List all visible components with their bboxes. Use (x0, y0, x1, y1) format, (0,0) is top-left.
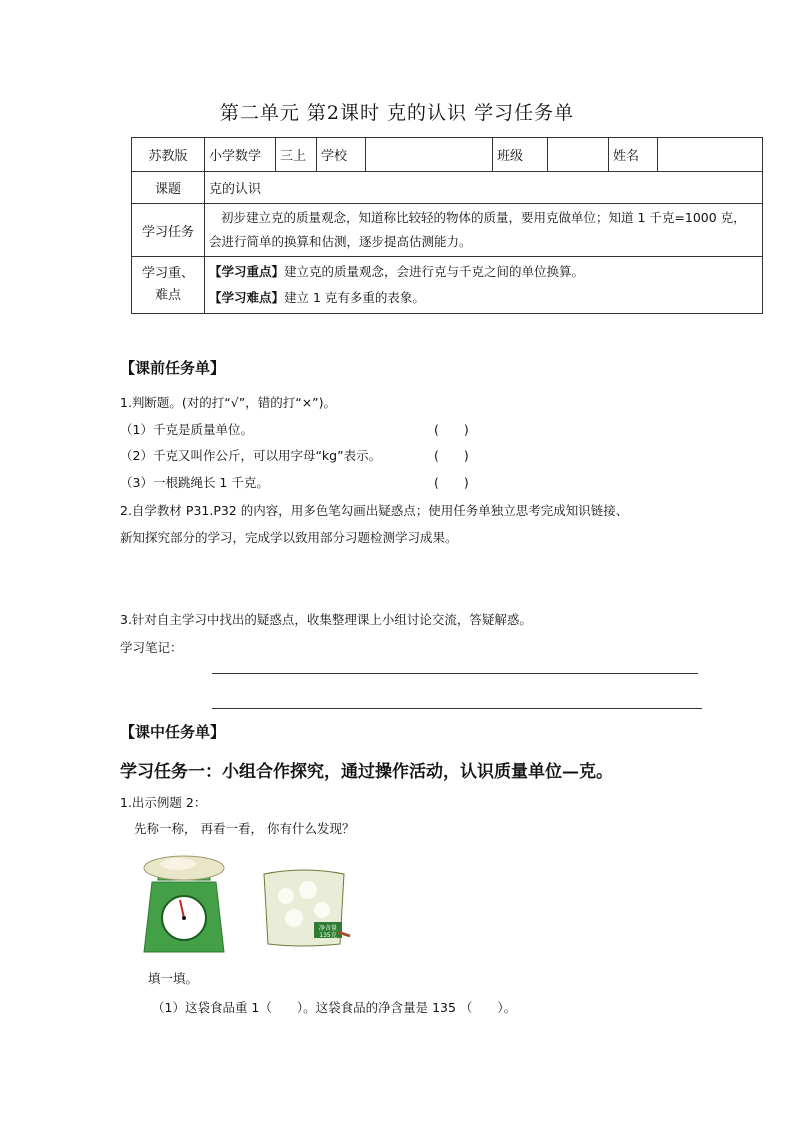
bag-label-2: 135克 (319, 932, 337, 939)
page-title: 第二单元 第2课时 克的认识 学习任务单 (219, 102, 575, 124)
key-label-cell: 学习重、难点 (132, 257, 205, 314)
topic-label-cell: 课题 (132, 172, 205, 204)
class-value-cell[interactable] (548, 138, 609, 172)
pre-class-header: 【课前任务单】 (120, 359, 226, 377)
task-label-cell: 学习任务 (132, 204, 205, 257)
diff-point-text: 建立 1 克有多重的表象。 (284, 290, 425, 305)
q3-text: 3.针对自主学习中找出的疑惑点，收集整理课上小组讨论交流，答疑解惑。 (120, 612, 532, 627)
scale-icon (138, 852, 230, 956)
q1-answer-paren-2[interactable]: ( ) (434, 448, 469, 463)
edition-cell: 苏教版 (132, 138, 205, 172)
notes-label: 学习笔记： (120, 640, 183, 655)
in-class-header: 【课中任务单】 (120, 723, 226, 741)
topic-value-cell: 克的认识 (205, 172, 763, 204)
subject-cell: 小学数学 (205, 138, 276, 172)
school-label-cell: 学校 (317, 138, 366, 172)
key-point-row (209, 259, 758, 285)
diff-point-row (209, 285, 758, 311)
name-value-cell[interactable] (658, 138, 763, 172)
info-table (131, 137, 763, 314)
name-label-cell: 姓名 (609, 138, 658, 172)
example-title: 1.出示例题 2： (120, 795, 207, 810)
diff-point-tag: 【学习难点】 (209, 290, 285, 305)
q1-title: 1.判断题。(对的打“√”，错的打“×”)。 (120, 395, 337, 410)
q1-answer-paren-1[interactable]: ( ) (434, 422, 469, 437)
q2-line-1: 2.自学教材 P31.P32 的内容，用多色笔勾画出疑惑点；使用任务单独立思考完成知识链接、 (120, 503, 629, 518)
key-value-cell (205, 257, 763, 314)
food-bag-icon (258, 866, 354, 948)
example-prompt: 先称一称， 再看一看， 你有什么发现？ (134, 821, 355, 836)
bag-label-1: 净含量 (318, 925, 338, 932)
school-value-cell[interactable] (366, 138, 493, 172)
q2-line-2: 新知探究部分的学习，完成学以致用部分习题检测学习成果。 (120, 530, 458, 545)
task-one-title: 学习任务一：小组合作探究，通过操作活动，认识质量单位—克。 (120, 762, 613, 782)
key-point-text: 建立克的质量观念，会进行克与千克之间的单位换算。 (284, 264, 585, 279)
task-value-cell: 初步建立克的质量观念，知道称比较轻的物体的质量，要用克做单位；知道 1 千克=1000 克，会进行简单的换算和估测，逐步提高估测能力。 (205, 204, 763, 257)
q1-item-3: （3）一根跳绳长 1 千克。 (120, 475, 269, 490)
q1-item-2: （2）千克又叫作公斤，可以用字母“kg”表示。 (120, 448, 382, 463)
notes-line-1[interactable] (212, 673, 698, 674)
q1-item-1: （1）千克是质量单位。 (120, 422, 253, 437)
fill-label: 填一填。 (148, 971, 199, 986)
notes-line-2[interactable] (212, 708, 702, 709)
key-point-tag: 【学习重点】 (209, 264, 285, 279)
q1-answer-paren-3[interactable]: ( ) (434, 475, 469, 490)
class-label-cell: 班级 (493, 138, 548, 172)
fill-question-1: （1）这袋食品重 1（ ）。这袋食品的净含量是 135 （ ）。 (152, 1000, 517, 1015)
grade-cell: 三上 (276, 138, 317, 172)
